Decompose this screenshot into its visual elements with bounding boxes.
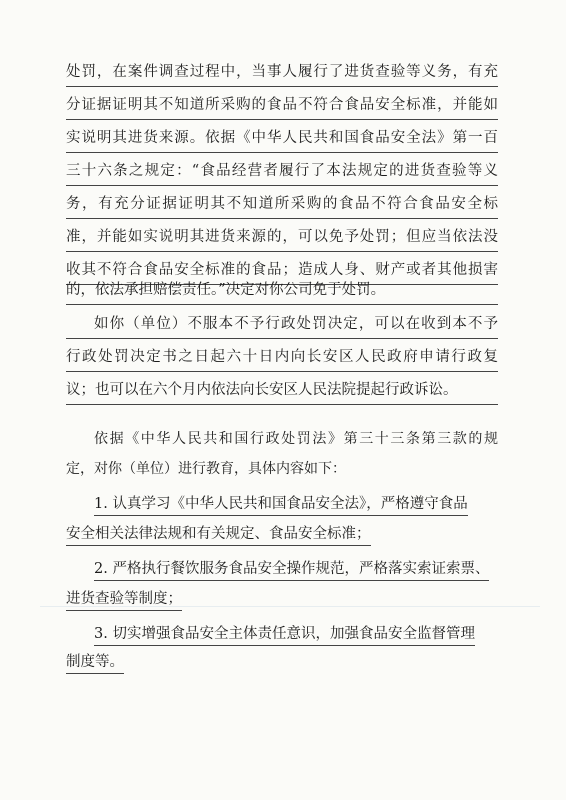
- text-line: 2. 严格执行餐饮服务食品安全操作规范，严格落实索证索票、: [94, 558, 489, 581]
- text-line: 三十六条之规定：“食品经营者履行了本法规定的进货查验等义: [66, 157, 498, 186]
- text-line: 行政处罚决定书之日起六十日内向长安区人民政府申请行政复: [66, 343, 498, 372]
- text-line: 务，有充分证据证明其不知道所采购的食品不符合食品安全标: [66, 190, 498, 219]
- text-line: 3. 切实增强食品安全主体责任意识，加强食品安全监督管理: [94, 623, 475, 646]
- text-line: 准，并能如实说明其进货来源的，可以免予处罚；但应当依法没: [66, 223, 498, 252]
- list-item-2: [66, 555, 498, 583]
- text-line: 实说明其进货来源。依据《中华人民共和国食品安全法》第一百: [66, 124, 498, 153]
- list-item-3: [66, 620, 498, 648]
- text-line: 安全相关法律法规和有关规定、食品安全标准；: [66, 523, 371, 546]
- list-item-3-cont: [66, 648, 498, 676]
- text-line: 依据《中华人民共和国行政处罚法》第三十三条第三款的规: [94, 431, 498, 447]
- text-line: 如你（单位）不服本不予行政处罚决定，可以在收到本不予: [66, 310, 498, 339]
- text-line: 进货查验等制度；: [66, 588, 182, 611]
- text-line: 收其不符合食品安全标准的食品；造成人身、财产或者其他损害: [66, 256, 498, 285]
- list-item-1: [66, 490, 498, 518]
- text-line: 分证据证明其不知道所采购的食品不符合食品安全标准，并能如: [66, 91, 498, 120]
- text-line: 定，对你（单位）进行教育，具体内容如下：: [66, 461, 346, 477]
- text-line: 的，依法承担赔偿责任。”决定对你公司免于处罚。: [66, 276, 498, 305]
- text-line: 制度等。: [66, 651, 124, 674]
- list-item-2-cont: [66, 585, 498, 613]
- text-line: 议；也可以在六个月内依法向长安区人民法院提起行政诉讼。: [66, 376, 498, 405]
- text-line: 处罚，在案件调查过程中，当事人履行了进货查验等义务，有充: [66, 58, 498, 87]
- text-line: 1. 认真学习《中华人民共和国食品安全法》，严格遵守食品: [94, 493, 468, 516]
- list-item-1-cont: [66, 520, 498, 548]
